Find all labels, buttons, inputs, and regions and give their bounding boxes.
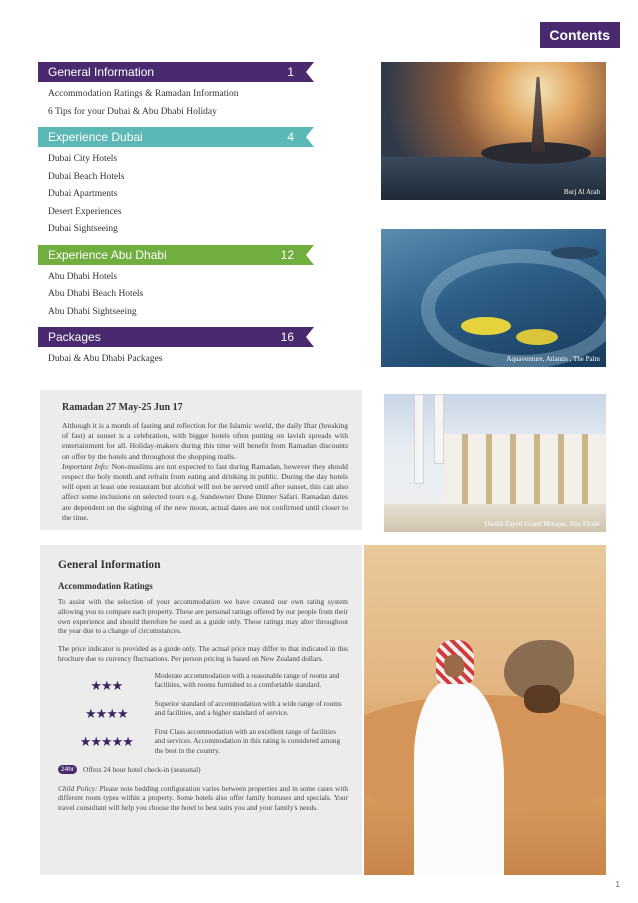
photo-caption: Sheikh Zayed Grand Mosque, Abu Dhabi <box>483 520 600 528</box>
toc-item[interactable]: Dubai & Abu Dhabi Packages <box>48 354 163 364</box>
rating-description: First Class accommodation with an excellent range of facilities and services. Accommodation in this rating is considered among the best in the country. <box>154 727 341 755</box>
toc-section-title: Packages <box>48 330 101 344</box>
burj-al-arab-photo <box>381 62 606 200</box>
toc-item[interactable]: Dubai Apartments <box>48 189 118 199</box>
toc-item[interactable]: Dubai Sightseeing <box>48 224 118 234</box>
toc-page-number: 12 <box>280 247 294 262</box>
rating-row <box>58 728 348 757</box>
star-rating-icon: ★★★ <box>90 677 123 693</box>
child-policy <box>58 784 348 813</box>
ratings-paragraph: To assist with the selection of your accommodation we have created our own rating system allowing you to compare each property. These are personal ratings offered by our people from their own experience and should therefore be used as a guide only. These ratings may alter throughout the year due to a change of circumstances. <box>58 597 348 636</box>
toc-section-title: General Information <box>48 65 155 79</box>
toc-item[interactable]: Dubai Beach Hotels <box>48 171 125 182</box>
important-info-label: Important Info: <box>62 461 110 471</box>
grand-mosque-photo <box>384 394 606 532</box>
price-paragraph: The price indicator is provided as a guide only. The actual price may differ to that indicated in this brochure due to currency fluctuations. Per person pricing is based on New Zealand dollars. <box>58 644 348 663</box>
star-rating-icon: ★★★★★ <box>79 733 133 749</box>
toc-section-general[interactable] <box>38 62 314 82</box>
toc-item[interactable]: Accommodation Ratings & Ramadan Information <box>48 89 239 99</box>
important-info-text: Non-muslims are not expected to fast during Ramadan, however they should respect the holy month and refrain from eating and drinking in public. During the day hotels will open at least one restaurant but alcohol will not be served until after sunset, this can also affect some inclusions on selected tours e.g. Sundowner Dune Dinner Safari. Ramadan dates are dependent on the sighting of the new moon, actual dates are not confirmed until closer to the time. <box>62 461 348 522</box>
toc-section-dubai[interactable] <box>38 127 314 147</box>
photo-caption: Aquaventure, Atlantis , The Palm <box>506 355 600 363</box>
toc-item[interactable]: Abu Dhabi Beach Hotels <box>48 289 144 299</box>
toc-section-packages[interactable] <box>38 327 314 347</box>
star-rating-icon: ★★★★ <box>85 705 128 721</box>
child-policy-text: Please note bedding configuration varies between properties and in some cases with different room types within a property. Some hotels also offer family bonuses and specials. Your travel consultant will help you choose the hotel to best suits you and your family's needs. <box>58 783 348 813</box>
rating-description: Superior standard of accommodation with a wide range of rooms and facilities, and a higher standard of service. <box>154 699 342 718</box>
rating-row <box>58 672 348 694</box>
contents-label: Contents <box>549 27 610 43</box>
ramadan-paragraph: Although it is a month of fasting and reflection for the Islamic world, the daily Iftar (breaking of fast) at sunset is a celebration, with bigger hotels often putting on lavish spreads with entertainment for all. Holiday-makers during this time will benefit from Ramadan discounts on offer by the hotels and throughout the shopping malls. <box>62 421 348 461</box>
rating-row <box>58 700 348 722</box>
toc-item[interactable]: 6 Tips for your Dubai & Abu Dhabi Holiday <box>48 106 217 117</box>
page-number: 1 <box>615 880 620 889</box>
accommodation-ratings-heading: Accommodation Ratings <box>58 581 153 591</box>
aquaventure-photo <box>381 229 606 367</box>
toc-item[interactable]: Abu Dhabi Sightseeing <box>48 306 137 317</box>
general-information-box <box>40 545 362 875</box>
toc-item[interactable]: Abu Dhabi Hotels <box>48 271 118 282</box>
contents-tab <box>530 22 620 48</box>
toc-item[interactable]: Desert Experiences <box>48 206 122 217</box>
falconer-photo <box>364 545 606 875</box>
toc-page-number: 16 <box>280 330 294 344</box>
rating-description: Moderate accommodation with a reasonable range of rooms and facilities, with rooms furnished to a comfortable standard. <box>154 671 340 690</box>
toc-page-number: 1 <box>287 65 294 79</box>
table-of-contents <box>38 62 314 369</box>
ramadan-title: Ramadan 27 May-25 Jun 17 <box>62 402 183 413</box>
toc-item[interactable]: Dubai City Hotels <box>48 154 118 164</box>
checkin-text: Offers 24 hour hotel check-in (seasonal) <box>83 764 201 774</box>
child-policy-label: Child Policy: <box>58 783 98 793</box>
checkin-note <box>58 765 348 774</box>
ramadan-important-info <box>62 462 348 523</box>
toc-section-title: Experience Abu Dhabi <box>48 247 167 262</box>
ramadan-info-box <box>40 390 362 530</box>
24hr-badge-icon: 24hr <box>58 765 77 774</box>
photo-caption: Burj Al Arab <box>563 188 600 196</box>
toc-section-title: Experience Dubai <box>48 130 143 144</box>
general-info-title: General Information <box>58 559 161 571</box>
toc-page-number: 4 <box>287 130 294 144</box>
toc-section-abu-dhabi[interactable] <box>38 245 314 265</box>
